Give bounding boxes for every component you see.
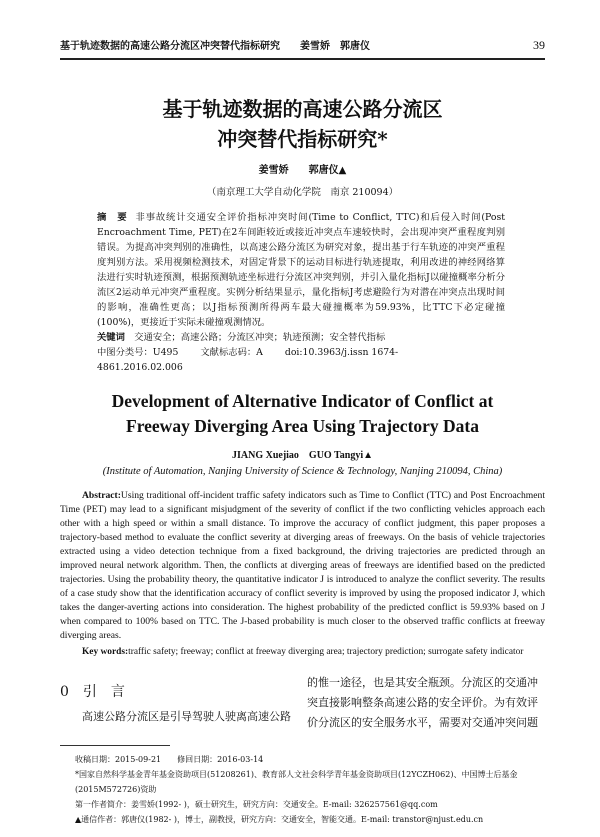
english-keywords-text: traffic safety; freeway; conflict at freeway diverging area; trajectory prediction; surrogate safety indicator <box>128 647 524 657</box>
footnote-rule <box>60 745 170 746</box>
body-right <box>307 673 541 733</box>
footnote-funding-cont: (2015M572726)资助 <box>75 785 157 794</box>
body-columns <box>60 673 545 733</box>
footnote-corresponding-author: ▲通信作者：郭唐仪(1982- )，博士，副教授，研究方向：交通安全，智能交通。E-mail: transtor@njust.edu.cn <box>75 815 484 824</box>
document-code: 文献标志码：A <box>200 347 263 358</box>
footnote-funding: *国家自然科学基金青年基金资助项目(51208261)、教育部人文社会科学青年基金资助项目(12YCZH062)、中国博士后基金 <box>75 770 518 779</box>
chinese-abstract-block <box>97 210 505 375</box>
english-affiliation: (Institute of Automation, Nanjing University of Science & Technology, Nanjing 210094, China) <box>102 466 503 477</box>
footnote-first-author: 第一作者简介：姜雪娇(1992- )，硕士研究生，研究方向：交通安全。E-mail: 326257561@qq.com <box>75 800 438 809</box>
doi: doi:10.3963/j.issn 1674-4861.2016.02.006 <box>97 347 399 373</box>
header-rule <box>60 58 545 60</box>
english-title-line1: Development of Alternative Indicator of Conflict at <box>111 391 494 411</box>
body-left <box>60 673 294 733</box>
english-title <box>60 389 545 439</box>
english-authors: JIANG Xuejiao GUO Tangyi▲ <box>231 450 374 461</box>
chinese-abstract <box>97 210 505 330</box>
english-keywords-label: Key words: <box>82 647 129 657</box>
body-left-column: 高速公路分流区是引导驾驶人驶离高速公路 <box>82 710 291 723</box>
body-right-column: 的惟一途径，也是其安全瓶颈。分流区的交通冲突直接影响整条高速公路的安全评价。为有效评价分流区的安全服务水平，需要对交通冲突问题 <box>307 676 538 729</box>
footnote-dates: 收稿日期：2015-09-21 修回日期：2016-03-14 <box>75 755 264 764</box>
chinese-title-line2: 冲突替代指标研究* <box>217 127 388 151</box>
chinese-affiliation: （南京理工大学自动化学院 南京 210094） <box>206 187 399 198</box>
chinese-title <box>60 94 545 154</box>
chinese-keywords <box>97 330 505 345</box>
running-header-text: 基于轨迹数据的高速公路分流区冲突替代指标研究 姜雪娇 郭唐仪 <box>60 41 370 52</box>
english-title-line2: Freeway Diverging Area Using Trajectory Data <box>126 416 479 436</box>
chinese-keywords-text: 交通安全；高速公路；分流区冲突；轨迹预测；安全替代指标 <box>134 332 386 343</box>
chinese-authors: 姜雪娇 郭唐仪▲ <box>258 165 347 176</box>
chinese-abstract-label: 摘 要 <box>97 212 128 223</box>
footnotes <box>75 752 545 837</box>
running-header <box>60 40 545 54</box>
chinese-keywords-label: 关键词 <box>97 332 125 343</box>
section-heading: 0 引 言 <box>60 684 125 700</box>
english-keywords <box>60 645 545 659</box>
page-number: 39 <box>533 38 545 52</box>
chinese-abstract-text: 非事故统计交通安全评价指标冲突时间(Time to Conflict, TTC)和后侵入时间(Post Encroachment Time, PET)在2车间距较近或接近冲突点车速较快时，会出现冲突严重程度判别错误。为提高冲突判别的准确性，以高速公路分流区为研究对象，提出基于行车轨迹的冲突严重程度判别方法。采用视频检测技术，对固定背景下的运动目标进行轨迹提取，利用改进的神经网络算法进行实时轨迹预测，根据预测轨迹坐标进行分流区冲突判别，并引入量化指标J以碰撞概率分析分流区2运动单元冲突严重程度。实例分析结果显示，量化指标J考虑避险行为对潜在冲突点出现时间的影响，准确性更高；以J指标预测所得两车最大碰撞概率为59.93%，比TTC下必定碰撞(100%)，更接近于实际未碰撞观测情况。 <box>97 212 505 328</box>
english-abstract-label: Abstract: <box>82 490 121 501</box>
chinese-title-line1: 基于轨迹数据的高速公路分流区 <box>162 97 443 121</box>
english-abstract-text: Using traditional off-incident traffic safety indicators such as Time to Conflict (TTC) and Post Encroachment Time (PET) may lead to a significant misjudgment of the severity of conflict if the two conflicting vehicles approach each other with a high speed or within a small distance. To improve the accuracy of conflict judgment, this paper proposes a trajectory-based method to evaluate the conflict severity at diverging areas of freeways. On the basis of vehicle trajectories extracted using a video detection technique from a fixed background, the driving trajectories are predicted through an improved neural network algorithm. Then, the conflicts at diverging areas of freeways are identified based on the predicted trajectories. Using the probability theory, the quantitative indicator J is introduced to analyze the conflict severity. The results of a case study show that the identification accuracy of conflict severity is improved by using the proposed indicator J, which takes the danger-averting actions into consideration. The highest probability of the predicted conflict is 59.93% based on J when compared to 100% based on TTC. The J-based probability is much closer to the observed traffic conflicts at freeway diverging areas. <box>60 490 545 641</box>
classification-line <box>97 345 505 375</box>
clc-number: 中图分类号：U495 <box>97 347 179 358</box>
english-abstract <box>60 489 545 643</box>
